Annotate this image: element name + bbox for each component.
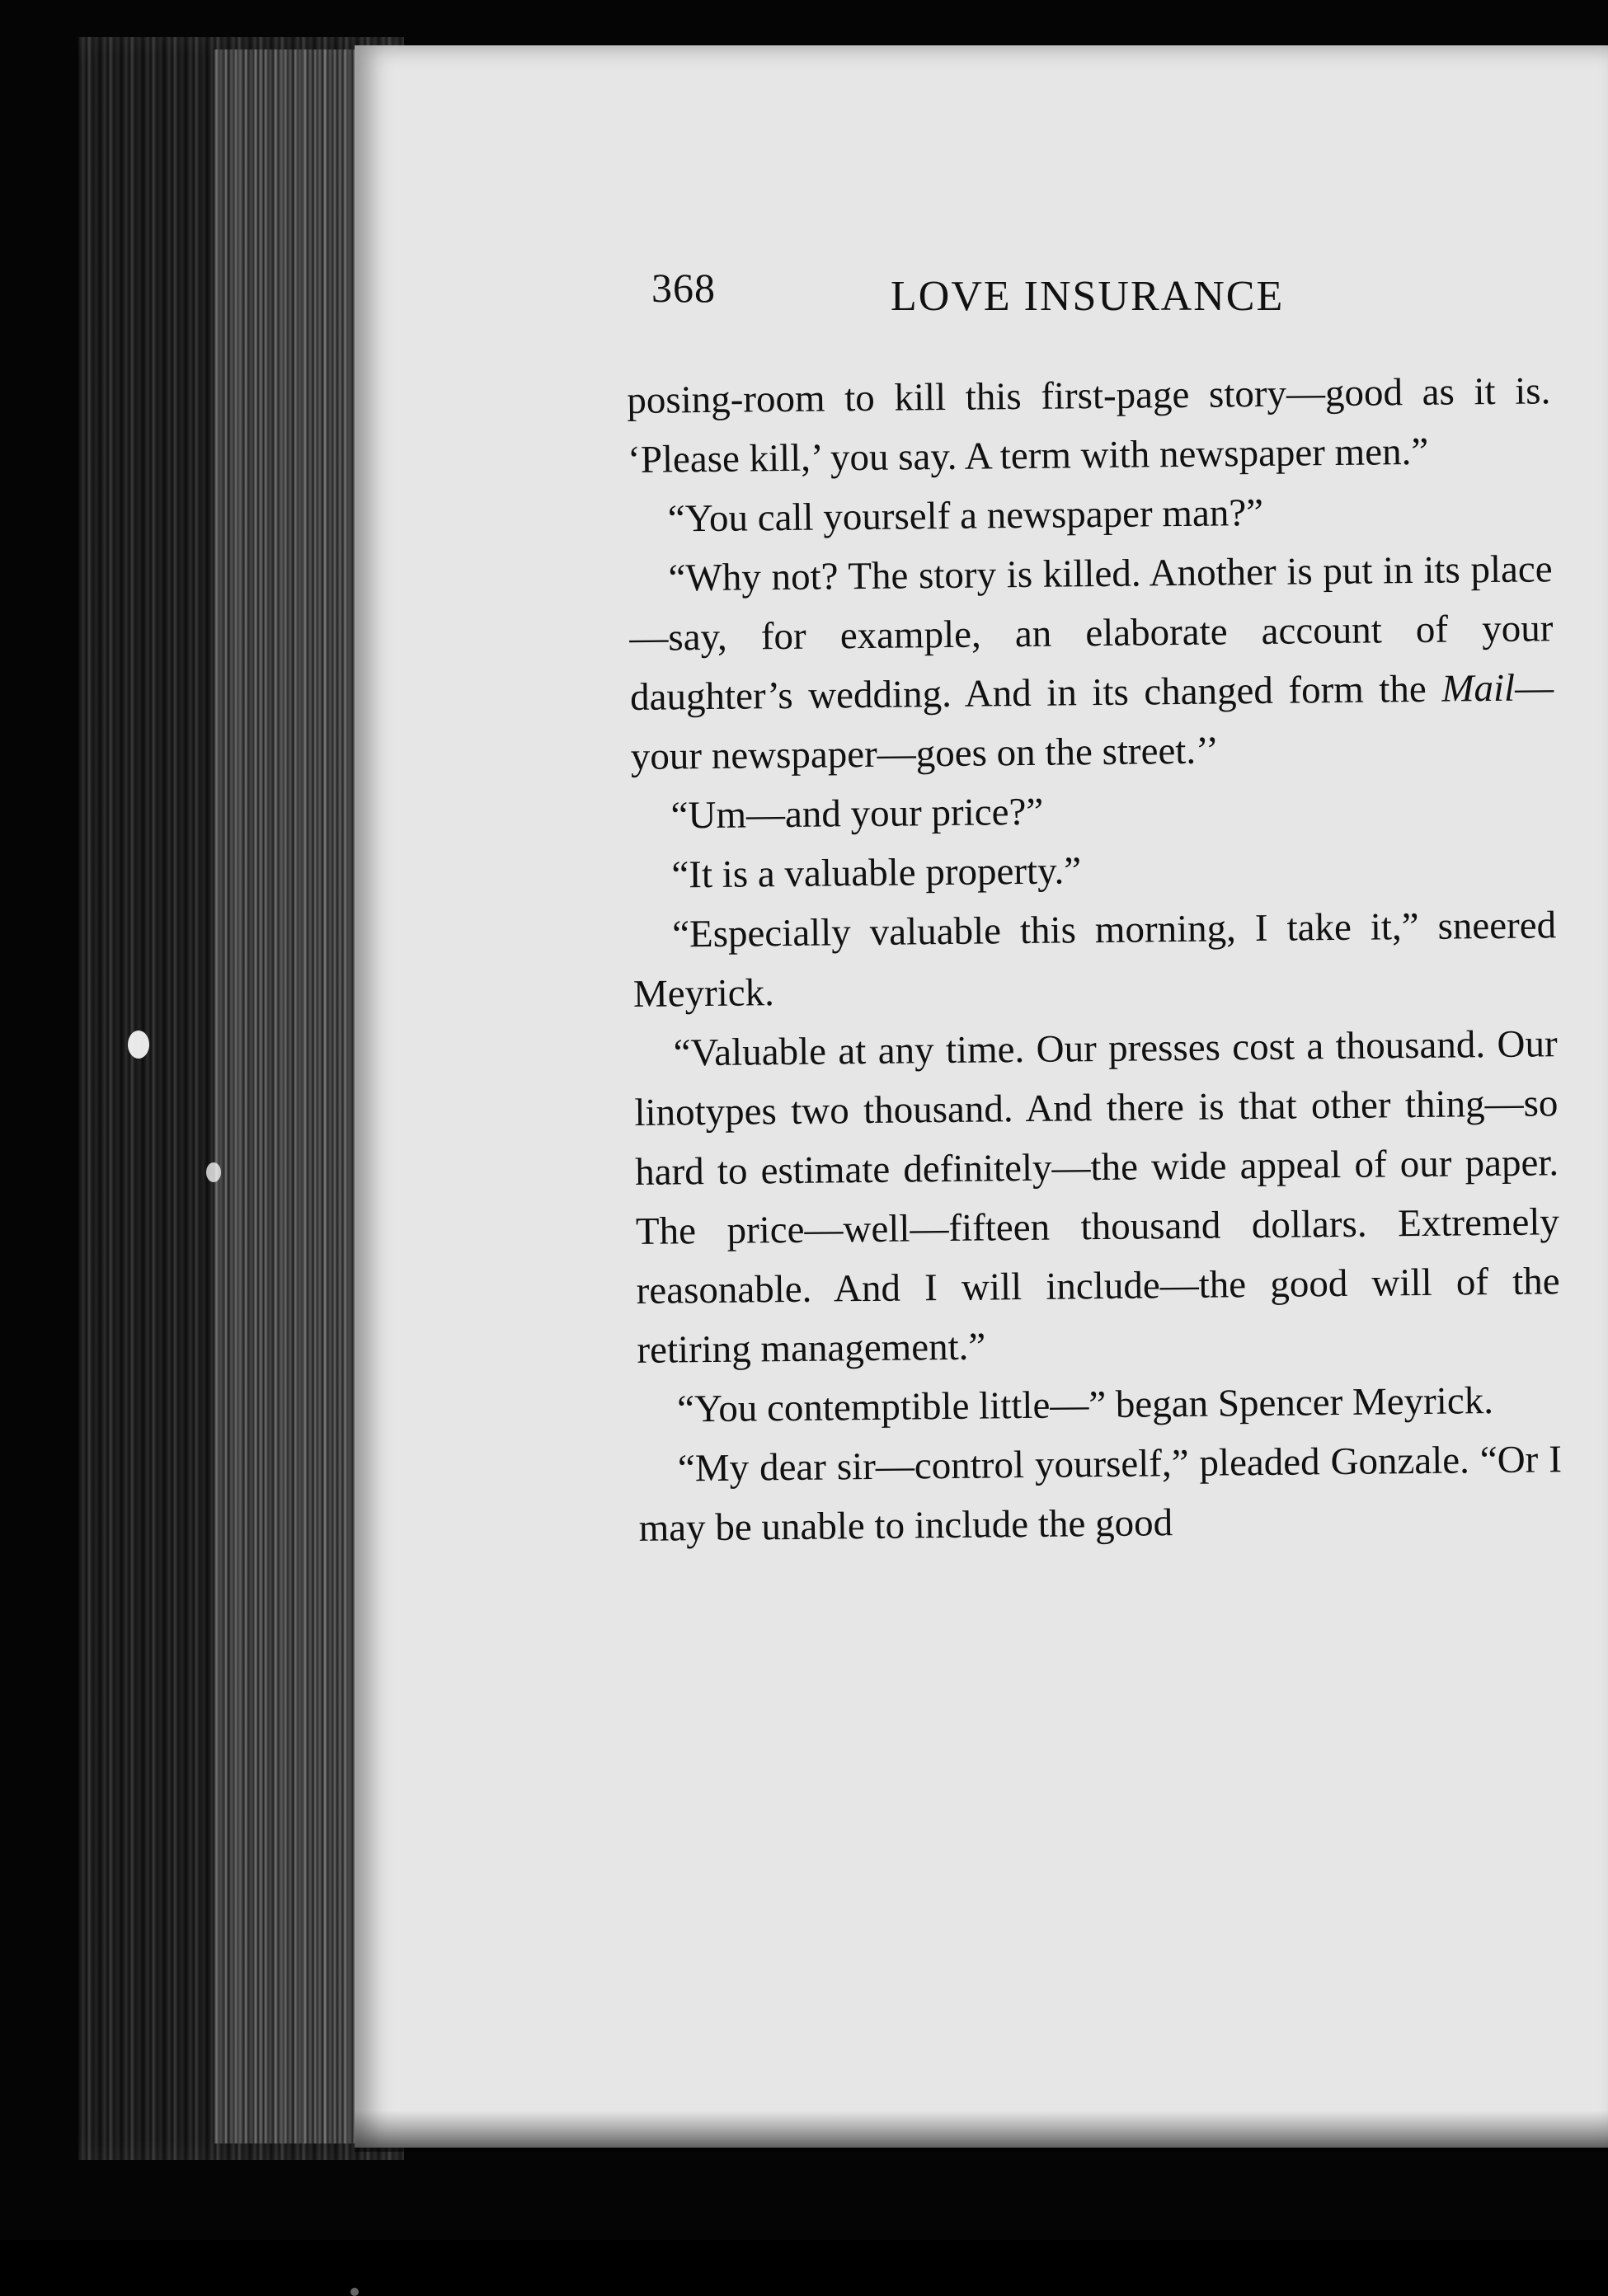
- running-title: LOVE INSURANCE: [891, 273, 1285, 320]
- paragraph: “You call yourself a newspaper man?”: [667, 491, 1264, 541]
- paragraph: “Especially valuable this morning, I take it,” sneered Meyrick.: [632, 904, 1557, 1016]
- page-number: 368: [651, 265, 716, 311]
- newspaper-name: Mail: [1441, 666, 1516, 711]
- paragraph-text: —your newspaper—goes on the street.’’: [630, 666, 1554, 778]
- scan-speck: [206, 1162, 221, 1182]
- paragraph: “Um—and your price?”: [670, 790, 1044, 838]
- scan-speck: [128, 1031, 149, 1059]
- page-bottom-shadow: [355, 2111, 1608, 2152]
- page-text: [627, 361, 1563, 1558]
- paragraph: posing-room to kill this first-page story—good as it is. ‘Please kill,’ you say. A term with newspaper men.”: [627, 369, 1551, 481]
- paragraph: “It is a valuable property.”: [671, 849, 1082, 897]
- paragraph: [628, 539, 1554, 786]
- paragraph: “My dear sir—control yourself,” pleaded Gonzale. “Or I may be unable to include the good: [638, 1438, 1563, 1550]
- paragraph: “You contemptible little—” began Spencer Meyrick.: [676, 1379, 1494, 1431]
- scan-speck: [350, 2288, 359, 2296]
- paragraph-text: “Why not? The story is killed. Another is put in its place—say, for example, an elaborate account of your daughter’s wedding. And in its changed form the: [629, 547, 1554, 719]
- paragraph: “Valuable at any time. Our presses cost a thousand. Our linotypes two thousand. And there is that other thing—so hard to estimate definitely—the wide appeal of our paper. The price—well—fifteen thousand dollars. Extremely reasonable. And I will include—the good will of the retiring management.”: [634, 1022, 1560, 1372]
